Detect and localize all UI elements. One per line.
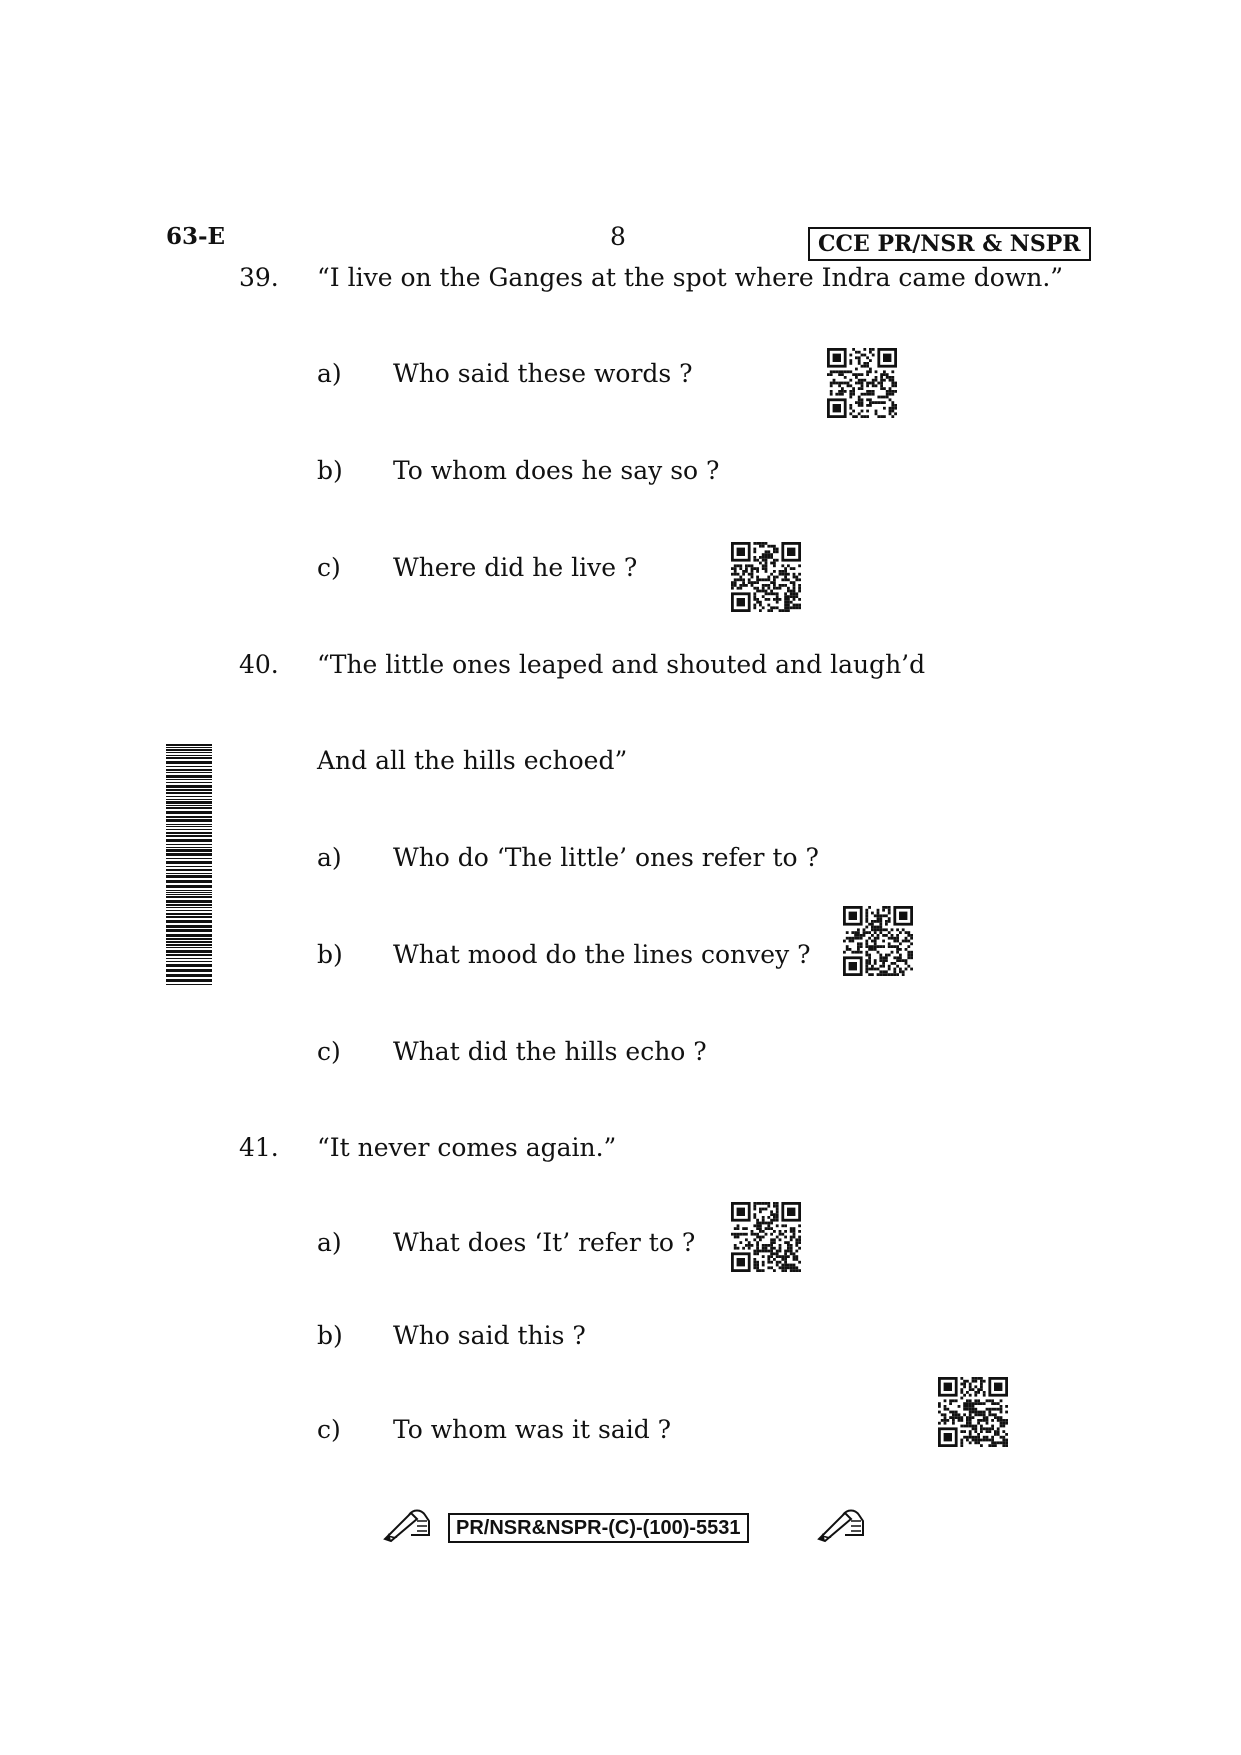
question-39-c-text: Where did he live ? bbox=[393, 553, 638, 582]
question-39-a-text: Who said these words ? bbox=[393, 359, 693, 388]
question-41-c-label: c) bbox=[317, 1415, 341, 1444]
question-40-a-text: Who do ‘The little’ ones refer to ? bbox=[393, 843, 819, 872]
qr-code-icon bbox=[827, 348, 897, 418]
question-41-quote: “It never comes again.” bbox=[317, 1133, 617, 1162]
question-39-number: 39. bbox=[239, 263, 279, 292]
writing-hand-icon bbox=[815, 1505, 867, 1543]
qr-code-icon bbox=[938, 1377, 1008, 1447]
question-41-b-text: Who said this ? bbox=[393, 1321, 586, 1350]
question-39-b-label: b) bbox=[317, 456, 343, 485]
qr-code-icon bbox=[731, 1202, 801, 1272]
footer-code-box: PR/NSR&NSPR-(C)-(100)-5531 bbox=[448, 1513, 749, 1543]
paper-code: 63-E bbox=[166, 223, 226, 250]
qr-code-icon bbox=[731, 542, 801, 612]
question-41-a-text: What does ‘It’ refer to ? bbox=[393, 1228, 696, 1257]
question-41-c-text: To whom was it said ? bbox=[393, 1415, 672, 1444]
question-40-c-label: c) bbox=[317, 1037, 341, 1066]
question-39-c-label: c) bbox=[317, 553, 341, 582]
question-40-quote-line-1: “The little ones leaped and shouted and laugh’d bbox=[317, 650, 926, 679]
question-39-b-text: To whom does he say so ? bbox=[393, 456, 720, 485]
question-40-quote-line-2: And all the hills echoed” bbox=[317, 746, 628, 775]
question-41-a-label: a) bbox=[317, 1228, 342, 1257]
question-39-a-label: a) bbox=[317, 359, 342, 388]
question-39-quote: “I live on the Ganges at the spot where Indra came down.” bbox=[317, 263, 1064, 292]
page-number: 8 bbox=[610, 222, 626, 251]
qr-code-icon bbox=[843, 906, 913, 976]
question-40-b-label: b) bbox=[317, 940, 343, 969]
exam-label-box: CCE PR/NSR & NSPR bbox=[808, 227, 1091, 261]
question-40-number: 40. bbox=[239, 650, 279, 679]
question-40-a-label: a) bbox=[317, 843, 342, 872]
writing-hand-icon bbox=[381, 1505, 433, 1543]
question-41-b-label: b) bbox=[317, 1321, 343, 1350]
barcode-icon bbox=[166, 744, 212, 987]
question-40-c-text: What did the hills echo ? bbox=[393, 1037, 707, 1066]
question-41-number: 41. bbox=[239, 1133, 279, 1162]
question-40-b-text: What mood do the lines convey ? bbox=[393, 940, 811, 969]
